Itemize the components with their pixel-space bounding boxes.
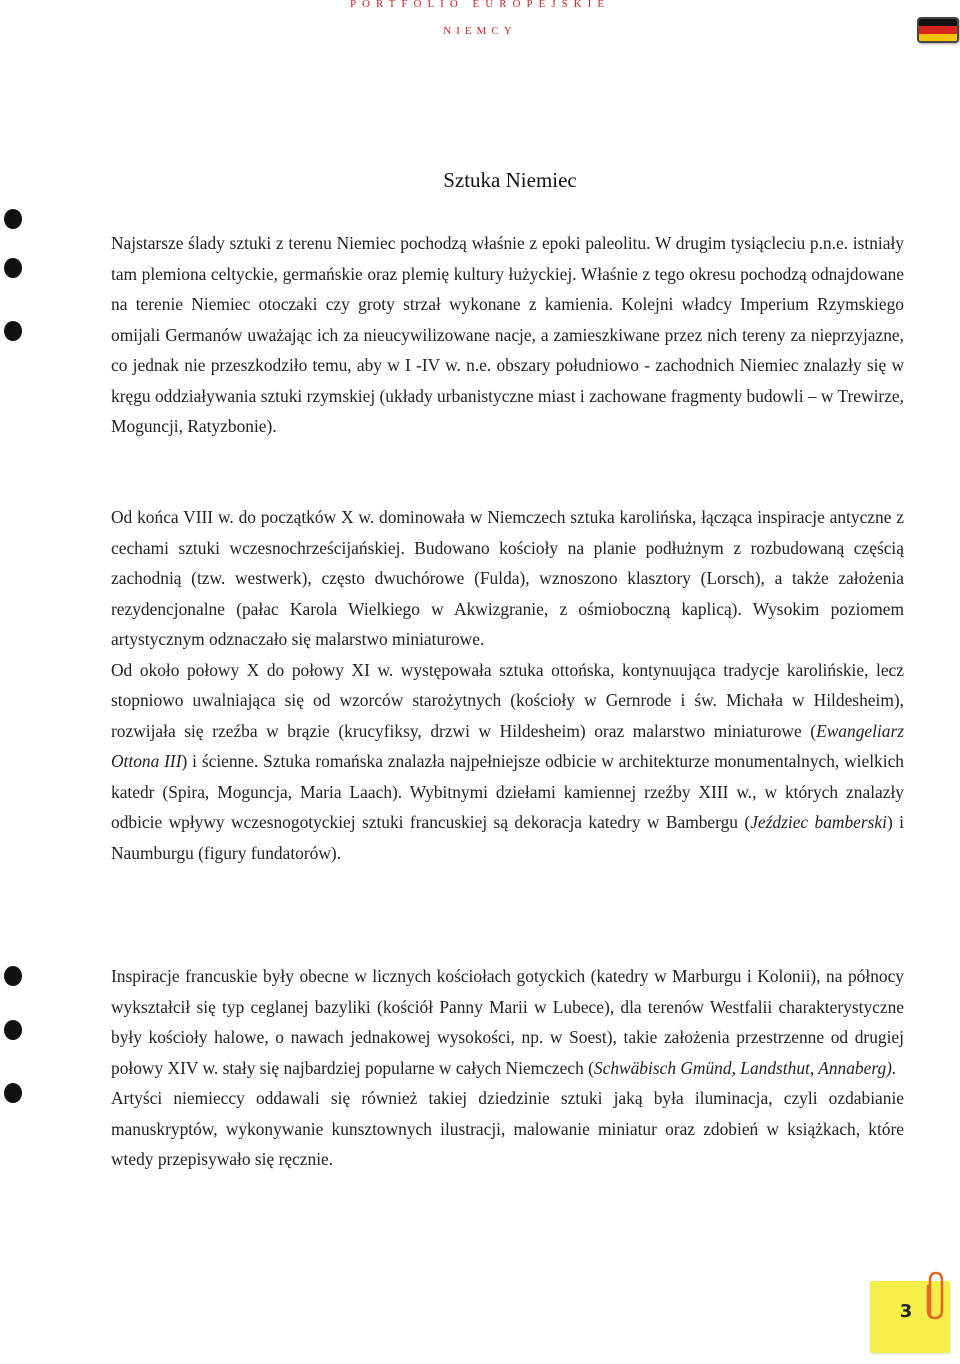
text-run: Najstarsze ślady sztuki z terenu Niemiec pochodzą właśnie z epoki paleolitu. W drugim tysiącleciu p.n.e. istniały tam plemiona celtyckie, germańskie oraz plemię kultury łużyckiej. Właśnie z tego okresu pochodzą odnajdowane na terenie Niemiec otoczaki czy groty strzał wykonane z kamienia. Kolejni władcy Imperium Rzymskiego omijali Germanów uważając ich za nieucywilizowane nacje, a zamieszkiwane przez nich tereny za nieprzyjazne, co jednak nie przeszkodziło temu, aby w I -IV w. n.e. obszary południowo - zachodnich Niemiec znalazły się w kręgu oddziaływania sztuki rzymskiej (układy urbanistyczne miast i zachowane fragmenty budowli – w Trewirze, Moguncji, Ratyzbonie).: [111, 233, 904, 436]
text-run: Od około połowy X do połowy XI w. występowała sztuka ottońska, kontynuująca tradycje karolińskie, lecz stopniowo uwalniająca się od wzorców starożytnych (kościoły w Gernrode i św. Michała w Hildesheim), rozwijała się rzeźba w brązie (krucyfiksy, drzwi w Hildesheim) oraz malarstwo miniaturowe (: [111, 659, 904, 741]
paragraph: [111, 655, 904, 869]
binder-hole-icon: [4, 1083, 22, 1103]
flag-stripe-black: [919, 19, 957, 26]
text-block-ancient: [111, 228, 904, 442]
text-block-medieval: [111, 502, 904, 868]
italic-title: Schwäbisch Gmünd, Landsthut, Annaberg).: [593, 1057, 897, 1078]
text-run: Artyści niemieccy oddawali się również takiej dziedzinie sztuki jaką była iluminacja, czyli ozdabianie manuskryptów, wykonywanie kunsztownych ilustracji, malowanie miniatur oraz zdobień w książkach, które wtedy przepisywało się ręcznie.: [111, 1088, 904, 1169]
italic-title: Jeździec bamberski: [750, 812, 887, 832]
text-block-gothic: [111, 961, 904, 1175]
text-run: Od końca VIII w. do początków X w. dominowała w Niemczech sztuka karolińska, łącząca inspiracje antyczne z cechami sztuki wczesnochrześcijańskiej. Budowano kościoły na planie podłużnym z rozbudowaną częścią zachodnią (tzw. westwerk), często dwuchórowe (Fulda), wznoszono klasztory (Lorsch), a także założenia rezydencjonalne (pałac Karola Wielkiego w Akwizgranie, z ośmioboczną kaplicą). Wysokim poziomem artystycznym odznaczało się malarstwo miniaturowe.: [111, 507, 904, 649]
italic-title: Ewangeliarz Ottona III: [111, 720, 904, 771]
paragraph: [111, 228, 904, 442]
text-run: ) i ścienne. Sztuka romańska znalazła najpełniejsze odbicie w architekturze monumentalnych, wielkich katedr (Spira, Moguncja, Maria Laach). Wybitnymi dziełami kamiennej rzeźby XIII w., w których znalazły odbicie wpływy wczesnogotyckiej sztuki francuskiej są dekoracja katedry w Bambergu (: [111, 751, 905, 832]
binder-hole-icon: [4, 966, 22, 986]
flag-stripe-gold: [919, 34, 957, 41]
binder-hole-icon: [4, 321, 22, 341]
text-run: ) i Naumburgu (figury fundatorów).: [111, 812, 904, 863]
paperclip-icon: [922, 1270, 948, 1324]
german-flag-icon: [917, 17, 959, 43]
binder-hole-icon: [4, 1020, 22, 1040]
flag-stripe-red: [919, 26, 957, 33]
paragraph: [111, 1083, 904, 1175]
text-run: Inspiracje francuskie były obecne w licznych kościołach gotyckich (katedry w Marburgu i Kolonii), na północy wykształcił się typ ceglanej bazyliki (kościół Panny Marii w Lubece), dla terenów Westfalii charakterystyczne były kościoły halowe, o nawach jednakowej wysokości, np. w Soest), takie założenia przestrzenne od drugiej połowy XIV w. stały się najbardziej popularne w całych Niemczech (: [111, 966, 904, 1078]
country-title: NIEMCY: [443, 25, 517, 37]
paragraph: [111, 502, 904, 655]
series-title: PORTFOLIO EUROPEJSKIE: [349, 0, 611, 10]
page-number: 3: [899, 1301, 913, 1322]
paragraph: [111, 961, 904, 1083]
page-title: Sztuka Niemiec: [443, 168, 577, 192]
binder-hole-icon: [4, 209, 22, 229]
binder-hole-icon: [4, 258, 22, 278]
